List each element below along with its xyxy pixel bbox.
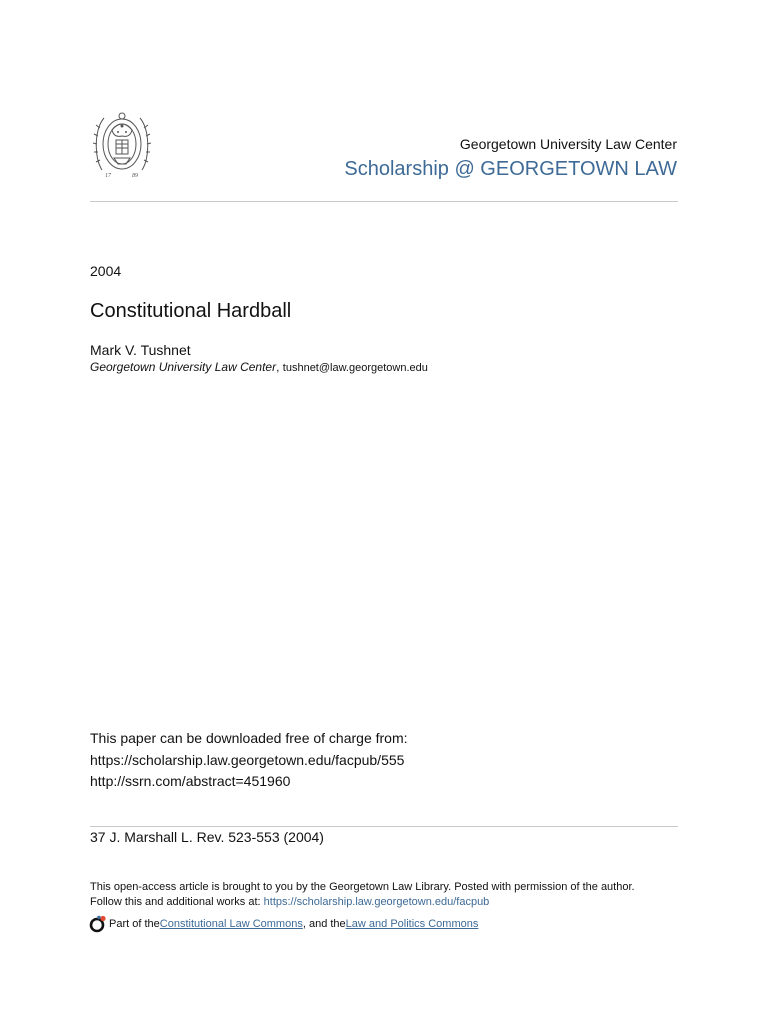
footer-permission-text: This open-access article is brought to you by the Georgetown Law Library. Posted with permission of the author. [90,881,635,893]
part-of-prefix: Part of the [109,917,160,930]
download-url-scholarship[interactable]: https://scholarship.law.georgetown.edu/facpub/555 [90,751,405,768]
seal-year-left: 17 [105,173,111,179]
download-intro: This paper can be downloaded free of charge from: [90,730,408,746]
university-seal-icon [92,108,152,180]
affiliation-separator: , [276,360,280,374]
facpub-link[interactable]: https://scholarship.law.georgetown.edu/facpub [263,895,490,908]
affiliation-name: Georgetown University Law Center [90,360,277,374]
publication-year: 2004 [90,263,122,279]
footer-follow-prefix: Follow this and additional works at: [90,895,264,908]
commons-network-icon [89,915,107,933]
paper-title: Constitutional Hardball [90,300,292,322]
download-info [90,728,408,793]
author-email[interactable]: tushnet@law.georgetown.edu [282,362,428,374]
author-affiliation [90,360,428,374]
constitutional-law-commons-link[interactable]: Constitutional Law Commons [159,917,303,930]
author-name: Mark V. Tushnet [90,342,191,358]
citation-divider [90,826,678,827]
part-of-mid: , and the [302,917,346,930]
header-divider [90,201,678,202]
law-and-politics-commons-link[interactable]: Law and Politics Commons [345,917,479,930]
footer-follow-line [90,895,635,910]
seal-year-right: 89 [132,173,138,179]
repository-name[interactable]: Scholarship @ GEORGETOWN LAW [344,158,677,180]
footer [90,880,635,933]
citation: 37 J. Marshall L. Rev. 523-553 (2004) [90,829,324,845]
commons-line [90,915,635,933]
download-url-ssrn[interactable]: http://ssrn.com/abstract=451960 [90,773,291,789]
institution-name: Georgetown University Law Center [459,136,677,152]
